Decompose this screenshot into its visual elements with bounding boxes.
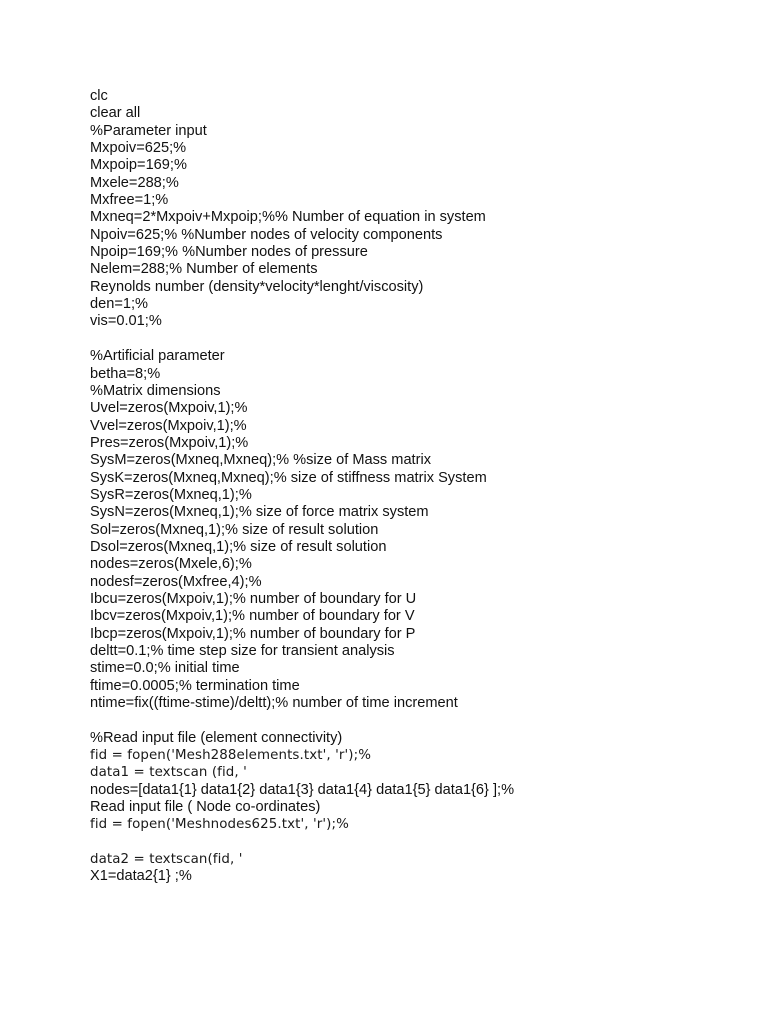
code-line: Read input file ( Node co-ordinates) [90,799,321,816]
code-line: vis=0.01;% [90,313,162,330]
code-line: stime=0.0;% initial time [90,660,240,677]
code-line: Mxpoip=169;% [90,157,187,174]
code-line: deltt=0.1;% time step size for transient analysis [90,643,395,659]
code-line: Vvel=zeros(Mxpoiv,1);% [90,417,247,434]
code-line: %Artificial parameter [90,348,225,365]
code-line: %Parameter input [90,122,207,139]
code-line: Ibcu=zeros(Mxpoiv,1);% number of boundary for U [90,590,417,607]
code-line: fid = fopen('Mesh288elements.txt', 'r');% [90,748,372,764]
code-line: Uvel=zeros(Mxpoiv,1);% [90,400,248,417]
code-line: nodesf=zeros(Mxfree,4);% [90,573,262,590]
code-line: data1 = textscan (fid, ' [90,765,247,781]
blank-line [90,712,730,729]
code-line: Ibcp=zeros(Mxpoiv,1);% number of boundary for P [90,625,416,642]
blank-line [90,331,730,348]
code-line: betha=8;% [90,365,161,382]
code-line: fid = fopen('Meshnodes625.txt', 'r');% [90,817,349,833]
code-line: nodes=[data1{1} data1{2} data1{3} data1{4} data1{5} data1{6} ];% [90,781,515,798]
code-line: Mxpoiv=625;% [90,140,187,157]
code-line: Reynolds number (density*velocity*lenght/viscosity) [90,278,424,295]
code-line: Ibcv=zeros(Mxpoiv,1);% number of boundary for V [90,608,415,625]
code-line: X1=data2{1} ;% [90,868,192,885]
code-line: nodes=zeros(Mxele,6);% [90,556,252,573]
code-line: %Matrix dimensions [90,382,221,399]
code-line: Dsol=zeros(Mxneq,1);% size of result solution [90,538,387,555]
code-line: Nelem=288;% Number of elements [90,261,318,278]
code-line: Mxele=288;% [90,174,179,191]
code-line: Pres=zeros(Mxpoiv,1);% [90,434,249,451]
code-line: Sol=zeros(Mxneq,1);% size of result solution [90,521,379,538]
code-line: SysM=zeros(Mxneq,Mxneq);% %size of Mass matrix [90,452,432,469]
code-line: data2 = textscan(fid, ' [90,852,243,868]
code-line: Mxfree=1;% [90,192,169,209]
code-line: clc [90,88,108,104]
code-line: %Read input file (element connectivity) [90,729,343,746]
code-line: SysR=zeros(Mxneq,1);% [90,486,252,503]
code-line: SysK=zeros(Mxneq,Mxneq);% size of stiffness matrix System [90,469,487,486]
blank-line [90,834,730,851]
code-line: ftime=0.0005;% termination time [90,677,300,694]
code-line: den=1;% [90,296,149,313]
code-line: SysN=zeros(Mxneq,1);% size of force matrix system [90,504,429,521]
code-line: clear all [90,105,141,122]
code-line: Npoiv=625;% %Number nodes of velocity components [90,226,443,243]
code-line: Mxneq=2*Mxpoiv+Mxpoip;%% Number of equation in system [90,209,486,226]
code-line: ntime=fix((ftime-stime)/deltt);% number of time increment [90,695,458,712]
code-line: Npoip=169;% %Number nodes of pressure [90,244,368,261]
document-page [90,88,730,886]
